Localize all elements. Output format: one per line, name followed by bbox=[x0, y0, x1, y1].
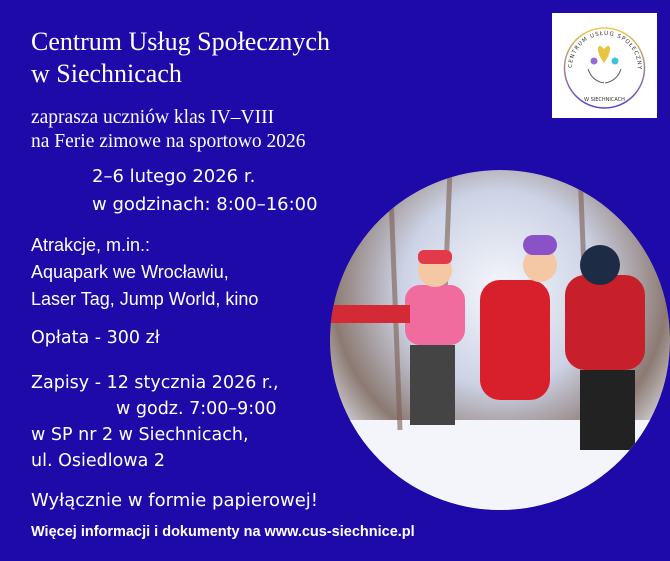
logo-emblem bbox=[552, 13, 657, 118]
invitation-text: zaprasza uczniów klas IV–VIII na Ferie zimowe na sportowo 2026 bbox=[31, 107, 306, 152]
logo bbox=[552, 13, 657, 118]
photo-illustration bbox=[330, 170, 670, 510]
page-title: Centrum Usług Społecznych w Siechnicach bbox=[31, 27, 330, 88]
event-dates: 2–6 lutego 2026 r. w godzinach: 8:00–16:00 bbox=[92, 166, 318, 215]
children-in-snow-photo bbox=[330, 170, 670, 510]
registration: Zapisy - 12 stycznia 2026 r., w godz. 7:00–9:00 w SP nr 2 w Siechnicach, ul. Osiedlowa 2 bbox=[31, 373, 279, 471]
svg-text:W SIECHNICACH: W SIECHNICACH bbox=[584, 97, 625, 103]
more-info: Więcej informacji i dokumenty na www.cus-siechnice.pl bbox=[31, 524, 415, 540]
svg-text:CENTRUM USŁUG SPOŁECZNYCH: CENTRUM USŁUG SPOŁECZNY bbox=[567, 30, 643, 70]
paper-only-note: Wyłącznie w formie papierowej! bbox=[31, 490, 319, 511]
attractions: Atrakcje, m.in.: Aquapark we Wrocławiu, Laser Tag, Jump World, kino bbox=[31, 235, 259, 309]
fee: Opłata - 300 zł bbox=[31, 328, 160, 348]
